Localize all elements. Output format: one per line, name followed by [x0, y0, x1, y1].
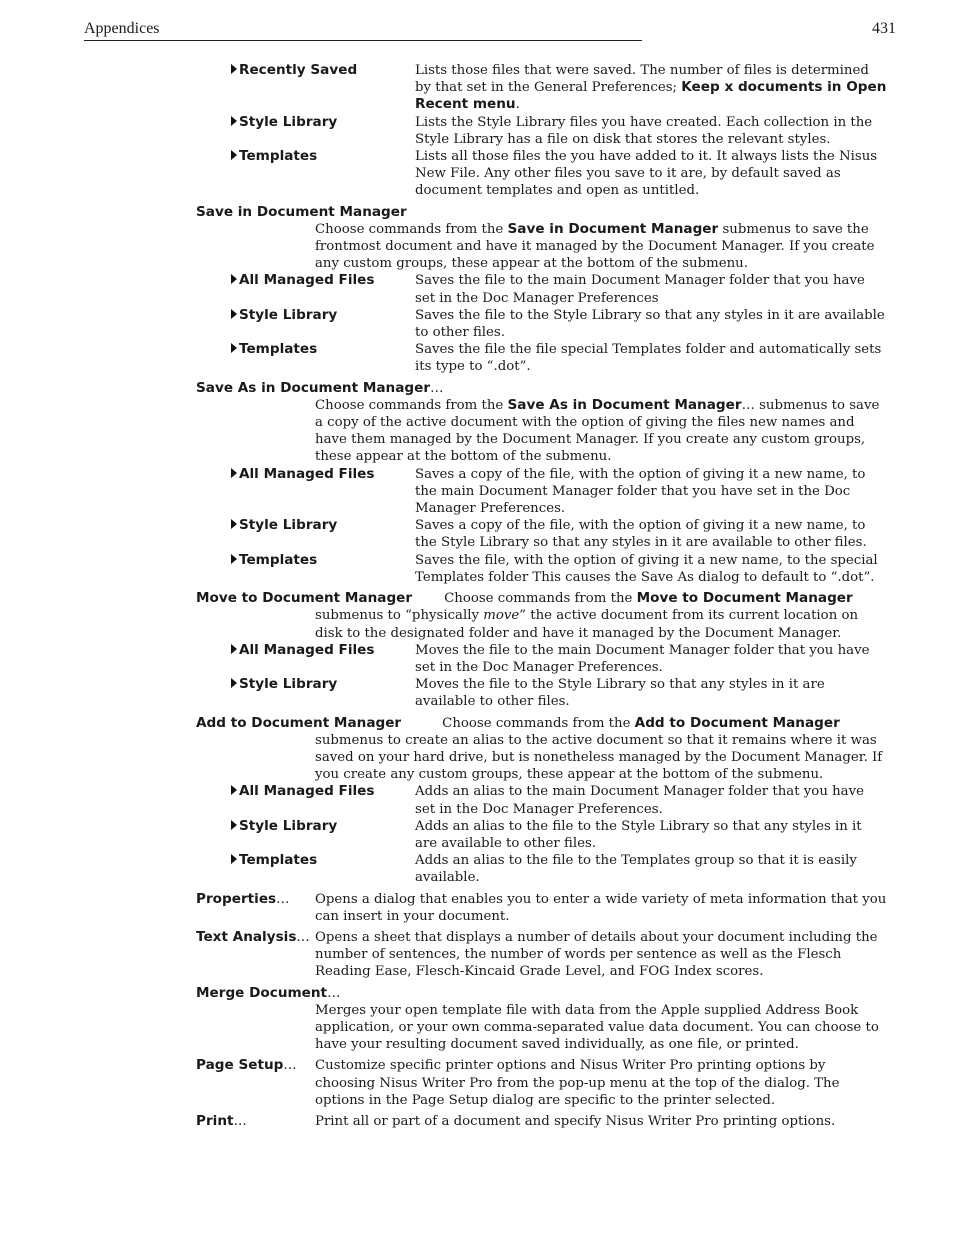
list-item-style-library [196, 818, 896, 852]
menu-item-label: Style Library [231, 114, 337, 131]
submenu-triangle-icon [231, 854, 237, 864]
section-description: Choose commands from the Save As in Document Manager… submenus to save a copy of the active document with the option of giving the files new names and have them managed by the Document Manager. If you create any custom groups, these appear at the bottom of the submenu. [315, 396, 880, 465]
menu-item-description: Lists those files that were saved. The number of files is determined by that set in the General Preferences; Keep x documents in Open Recent menu. [415, 63, 887, 113]
submenu-triangle-icon [231, 468, 237, 478]
submenu-triangle-icon [231, 274, 237, 284]
section-page-setup [196, 1057, 887, 1109]
list-item-templates [196, 552, 896, 586]
menu-item-description: Saves the file to the Style Library so that any styles in it are available to other files. [415, 307, 885, 341]
list-item-templates [196, 148, 896, 200]
menu-item-description: Saves the file, with the option of giving it a new name, to the special Templates folder This causes the Save As dialog to default to “.dot”. [415, 552, 878, 585]
menu-item-description: Moves the file to the Style Library so that any styles in it are available to other files. [415, 677, 825, 710]
submenu-triangle-icon [231, 343, 237, 353]
menu-item-description: Saves the file to the main Document Manager folder that you have set in the Doc Manager Preferences [415, 273, 865, 306]
menu-item-label: Templates [231, 852, 317, 869]
section-merge-document [196, 985, 896, 1054]
section-save-as-in-document-manager [196, 380, 896, 466]
section-title: Print… [196, 1112, 247, 1129]
menu-item-label: Style Library [231, 676, 337, 693]
section-title: Text Analysis… [196, 928, 310, 945]
section-title: Merge Document… [196, 984, 341, 1001]
section-print [196, 1113, 887, 1130]
page-body [196, 62, 896, 1130]
section-title: Page Setup… [196, 1057, 297, 1074]
submenu-triangle-icon [231, 64, 237, 74]
section-title: Save in Document Manager [196, 203, 407, 220]
list-item-style-library [196, 307, 896, 341]
menu-item-label: All Managed Files [231, 642, 374, 659]
section-description: submenus to create an alias to the active document so that it remains where it was saved on your hard drive, but is nonetheless managed by the Document Manager. If you create any custom groups, these appear at the bottom of the submenu. [315, 732, 883, 783]
menu-item-description: Lists all those files the you have added to it. It always lists the Nisus New File. Any other files you save to it are, by default saved as document templates and open as untitled. [415, 149, 878, 199]
list-item-style-library [196, 517, 896, 551]
list-item-all-managed-files [196, 466, 896, 518]
menu-item-description: Saves a copy of the file, with the option of giving it a new name, to the main Document Manager folder that you have set in the Doc Manager Preferences. [415, 466, 866, 517]
submenu-triangle-icon [231, 116, 237, 126]
menu-item-description: Lists the Style Library files you have created. Each collection in the Style Library has a file on disk that stores the relevant styles. [415, 114, 873, 147]
section-description: Merges your open template file with data from the Apple supplied Address Book application, or your own comma-separated value data document. You can choose to have your resulting document saved individually, as one file, or printed. [315, 1002, 879, 1053]
list-item-recently-saved [196, 62, 896, 114]
list-item-style-library [196, 676, 896, 710]
section-description: Customize specific printer options and Nisus Writer Pro printing options by choosing Nisus Writer Pro from the pop-up menu at the top of the dialog. The options in the Page Setup dialog are specific to the printer selected. [315, 1058, 840, 1108]
running-header-title: Appendices [84, 20, 160, 37]
header-divider [84, 40, 642, 41]
menu-item-label: All Managed Files [231, 272, 374, 289]
list-item-all-managed-files [196, 642, 896, 676]
menu-item-label: Templates [231, 341, 317, 358]
section-add-to-document-manager [196, 715, 896, 784]
page-number: 431 [872, 20, 896, 37]
menu-item-description: Adds an alias to the main Document Manager folder that you have set in the Doc Manager Preferences. [415, 784, 864, 817]
submenu-triangle-icon [231, 519, 237, 529]
menu-item-description: Adds an alias to the file to the Templates group so that it is easily available. [415, 853, 857, 886]
submenu-triangle-icon [231, 785, 237, 795]
section-description: Choose commands from the Save in Document Manager submenus to save the frontmost document and have it managed by the Document Manager. If you create any custom groups, these appear at the bottom of the submenu. [315, 220, 875, 272]
menu-item-label: Recently Saved [231, 62, 357, 79]
list-item-all-managed-files [196, 272, 896, 306]
submenu-triangle-icon [231, 309, 237, 319]
menu-item-description: Saves a copy of the file, with the option of giving it a new name, to the Style Library so that any styles in it are available to other files. [415, 518, 867, 551]
section-save-in-document-manager [196, 204, 896, 273]
section-title: Save As in Document Manager… [196, 379, 444, 396]
menu-item-label: Style Library [231, 517, 337, 534]
list-item-all-managed-files [196, 783, 896, 817]
section-text-analysis [196, 929, 887, 981]
section-description: submenus to “physically move” the active document from its current location on disk to the designated folder and have it managed by the Document Manager. [315, 608, 859, 641]
submenu-triangle-icon [231, 554, 237, 564]
menu-item-label: Style Library [231, 307, 337, 324]
menu-item-label: All Managed Files [231, 466, 374, 483]
page-header [84, 20, 896, 42]
menu-item-description: Adds an alias to the file to the Style Library so that any styles in it are available to other files. [415, 818, 862, 851]
menu-item-label: All Managed Files [231, 783, 374, 800]
submenu-triangle-icon [231, 150, 237, 160]
submenu-triangle-icon [231, 820, 237, 830]
submenu-triangle-icon [231, 644, 237, 654]
section-move-to-document-manager [196, 590, 896, 642]
menu-item-label: Style Library [231, 818, 337, 835]
section-title: Add to Document Manager Choose commands from the Add to Document Manager [196, 714, 840, 731]
menu-item-description: Moves the file to the main Document Manager folder that you have set in the Doc Manager Preferences. [415, 642, 870, 675]
menu-item-description: Saves the file the file special Templates folder and automatically sets its type to “.dot”. [415, 342, 882, 375]
menu-item-label: Templates [231, 552, 317, 569]
section-description: Print all or part of a document and specify Nisus Writer Pro printing options. [315, 1113, 836, 1129]
list-item-templates [196, 341, 896, 375]
section-title: Move to Document Manager Choose commands from the Move to Document Manager [196, 590, 853, 607]
section-description: Opens a dialog that enables you to enter a wide variety of meta information that you can insert in your document. [315, 891, 887, 924]
section-description: Opens a sheet that displays a number of details about your document including the number of sentences, the number of words per sentence as well as the Flesch Reading Ease, Flesch-Kincaid Grade Level, and FOG Index scores. [315, 929, 878, 980]
section-properties [196, 891, 887, 925]
list-item-style-library [196, 114, 896, 148]
submenu-triangle-icon [231, 678, 237, 688]
menu-item-label: Templates [231, 148, 317, 165]
list-item-templates [196, 852, 896, 886]
section-title: Properties… [196, 890, 290, 907]
